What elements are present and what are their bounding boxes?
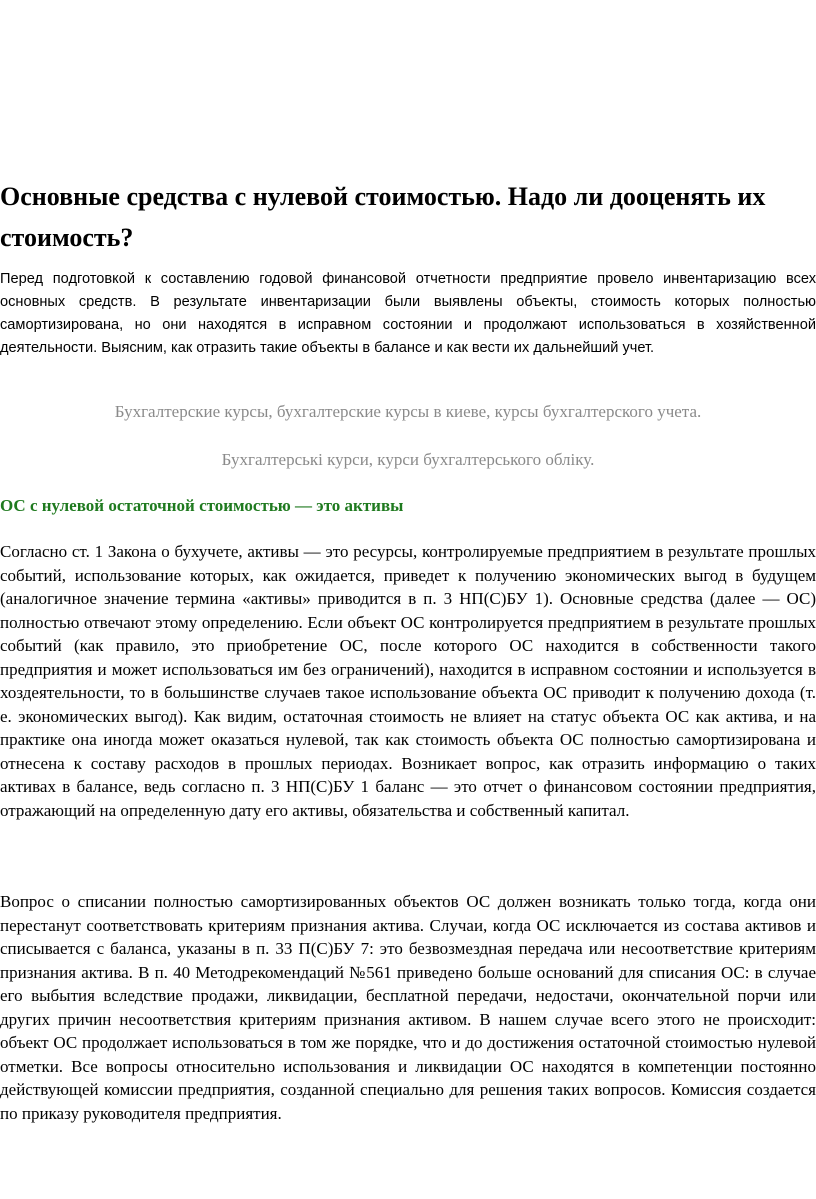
intro-paragraph: Перед подготовкой к составлению годовой финансовой отчетности предприятие провело инвентаризацию всех основных средств. В результате инвентаризации были выявлены объекты, стоимость которых полностью самортизирована, но они находятся в исправном состоянии и продолжают использоваться в хозяйственной деятельности. Выясним, как отразить такие объекты в балансе и как вести их дальнейший учет. xyxy=(0,271,816,356)
section-heading: ОС с нулевой остаточной стоимостью — это активы xyxy=(0,496,404,515)
body-paragraph-2: Вопрос о списании полностью самортизированных объектов ОС должен возникать только тогда, когда они перестанут соответствовать критериям признания актива. Случаи, когда ОС исключается из состава активов и списывается с баланса, указаны в п. 33 П(С)БУ 7: это безвозмездная передача или несоответствие критериям признания актива. В п. 40 Методрекомендаций №561 приведено больше оснований для списания ОС: в случае его выбытия вследствие продажи, ликвидации, бесплатной передачи, недостачи, окончательной порчи или других причин несоответствия критериям признания активом. В нашем случае всего этого не происходит: объект ОС продолжает использоваться в том же порядке, что и до достижения остаточной стоимостью нулевой отметки. Все вопросы относительно использования и ликвидации ОС находятся в компетенции постоянно действующей комиссии предприятия, созданной специально для решения таких вопросов. Комиссия создается по приказу руководителя предприятия. xyxy=(0,892,816,1123)
article-title: Основные средства с нулевой стоимостью. Надо ли дооценять их стоимость? xyxy=(0,182,766,252)
ad-text-courses-ua[interactable]: Бухгалтерські курси, курси бухгалтерського обліку. xyxy=(221,450,595,469)
body-paragraph-1: Согласно ст. 1 Закона о бухучете, активы — это ресурсы, контролируемые предприятием в результате прошлых событий, использование которых, как ожидается, приведет к получению экономических выгод в будущем (аналогичное значение термина «активы» приводится в п. 3 НП(С)БУ 1). Основные средства (далее — ОС) полностью отвечают этому определению. Если объект ОС контролируется предприятием в результате прошлых событий (как правило, это приобретение ОС, после которого ОС находится в собственности такого предприятия и может использоваться им без ограничений), находится в исправном состоянии и используется в хоздеятельности, то в большинстве случаев такое использование объекта ОС приводит к получению дохода (т. е. экономических выгод). Как видим, остаточная стоимость не влияет на статус объекта ОС как актива, и на практике она иногда может оказаться нулевой, так как стоимость объекта ОС полностью самортизирована и отнесена к составу расходов в прошлых периодах. Возникает вопрос, как отразить информацию о таких активах в балансе, ведь согласно п. 3 НП(С)БУ 1 баланс — это отчет о финансовом состоянии предприятия, отражающий на определенную дату его активы, обязательства и собственный капитал. xyxy=(0,542,816,820)
ad-text-courses-ru[interactable]: Бухгалтерские курсы, бухгалтерские курсы в киеве, курсы бухгалтерского учета. xyxy=(114,402,702,421)
